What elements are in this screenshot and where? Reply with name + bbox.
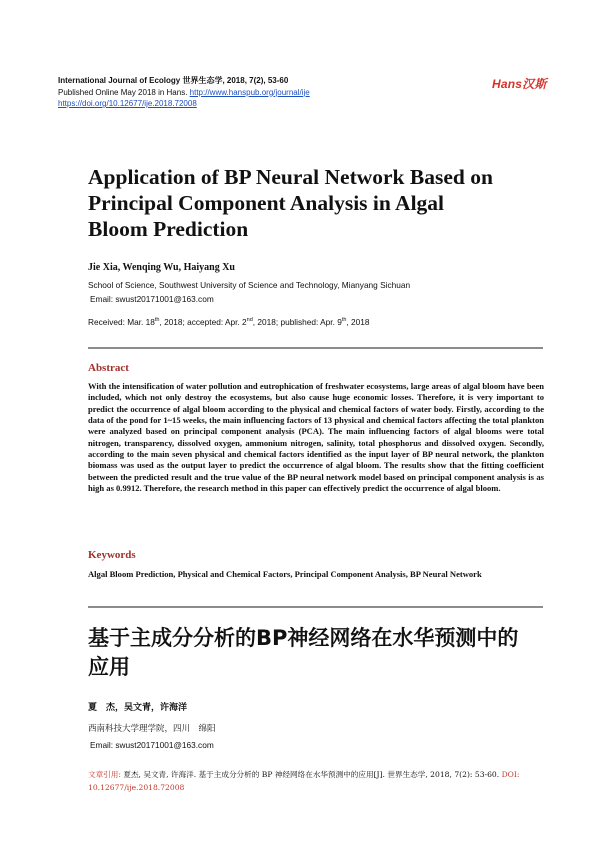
divider-top (88, 347, 543, 349)
affiliation: School of Science, Southwest University of Science and Technology, Mianyang Sichuan (88, 280, 411, 290)
keywords-heading: Keywords (88, 549, 136, 561)
received-date: Received: Mar. 18 (88, 317, 155, 327)
hans-logo: Hans汉斯 (492, 77, 547, 91)
publication-dates (88, 317, 369, 327)
keywords-text: Algal Bloom Prediction, Physical and Chemical Factors, Principal Component Analysis, BP Neural Network (88, 569, 482, 579)
journal-header (58, 75, 310, 110)
title-line-1: Application of BP Neural Network Based on (88, 165, 493, 189)
received-sup: th (154, 317, 160, 324)
title-line-3: Bloom Prediction (88, 217, 249, 241)
citation-text: 夏杰, 吴文青, 许海洋. 基于主成分分析的 BP 神经网络在水华预测中的应用[J]. 世界生态学, 2018, 7(2): 53-60. (120, 770, 502, 779)
citation-label: 文章引用: (88, 770, 121, 779)
chinese-email: Email: swust20171001@163.com (90, 740, 214, 750)
paper-title (88, 164, 548, 242)
published-sup: th (341, 317, 347, 324)
journal-name: International Journal of Ecology 世界生态学, 2018, 7(2), 53-60 (58, 76, 289, 85)
chinese-affiliation: 西南科技大学理学院，四川 绵阳 (88, 724, 216, 734)
published-date: , 2018; published: Apr. 9 (252, 317, 342, 327)
title-line-2: Principal Component Analysis in Algal (88, 191, 445, 215)
citation (88, 768, 546, 794)
divider-middle (88, 606, 543, 608)
published-prefix: Published Online May 2018 in Hans. (58, 87, 188, 97)
dates-tail: , 2018 (346, 317, 370, 327)
cn-title-line-1: 基于主成分分析的BP神经网络在水华预测中的 (88, 626, 519, 650)
publication-line (58, 87, 310, 99)
accepted-sup: nd (246, 317, 253, 324)
citation-doi[interactable]: DOI: 10.12677/ije.2018.72008 (88, 770, 520, 792)
authors: Jie Xia, Wenqing Wu, Haiyang Xu (88, 262, 235, 273)
abstract-text: With the intensification of water pollution and eutrophication of freshwater ecosystems, large areas of algal bloom have been included, which not only destroy the ecosystems, but also cause huge economic losses. Therefore, it is very important to predict the occurrence of algal bloom according to the physical and chemical factors of water body. Firstly, according to the data of the pond for 1~15 weeks, the main influencing factors of 13 physical and chemical factors affecting the total plankton were analyzed based on principal component analysis (PCA). The main influencing factors of algal blooms were total nitrogen, transparency, dissolved oxygen, ammonium nitrogen, salinity, total phosphorus and dissolved oxygen. Secondly, according to the main seven physical and chemical factors identified as the input layer of BP neural network, the plankton biomass was used as the output layer to predict the occurrence of algal bloom. The results show that the fitting coefficient between the predicted result and the true value of the BP neural network model based on principal component analysis is as high as 0.9912. Therefore, the research method in this paper can effectively predict the occurrence of algal bloom. (88, 381, 544, 494)
doi-link[interactable]: https://doi.org/10.12677/ije.2018.72008 (58, 99, 197, 108)
chinese-authors: 夏 杰，吴文青，许海洋 (88, 703, 188, 713)
cn-title-line-2: 应用 (88, 655, 130, 679)
email: Email: swust20171001@163.com (90, 294, 214, 304)
accepted-date: , 2018; accepted: Apr. 2 (159, 317, 247, 327)
journal-link[interactable]: http://www.hanspub.org/journal/ije (189, 87, 310, 97)
chinese-title (88, 624, 558, 682)
abstract-heading: Abstract (88, 362, 129, 374)
